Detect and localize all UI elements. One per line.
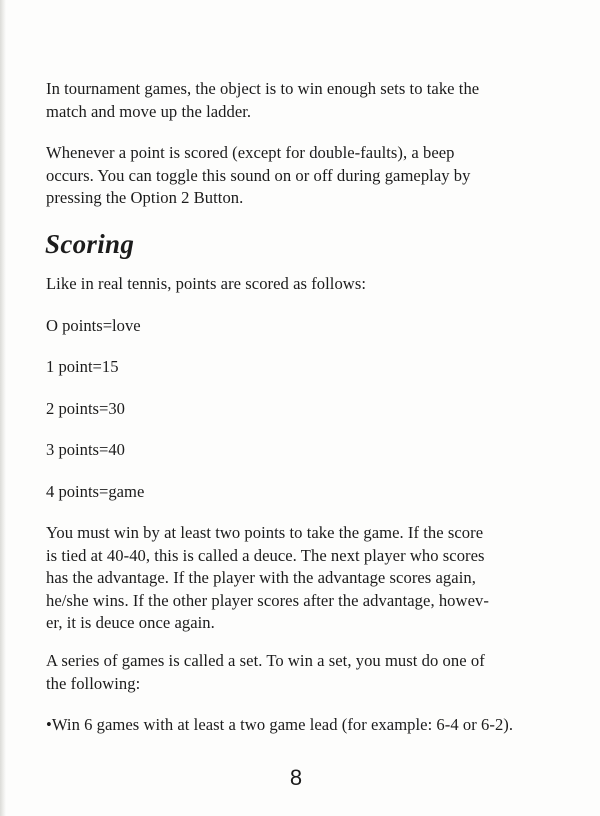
tournament-paragraph: In tournament games, the object is to win enough sets to take the match and move up the ladder. [46, 79, 480, 121]
scoring-intro-paragraph: Like in real tennis, points are scored as follows: [46, 274, 367, 293]
score-line: 1 point=15 [46, 357, 119, 376]
page-edge-shadow [0, 0, 6, 816]
page-number: 8 [289, 765, 303, 790]
beep-paragraph: Whenever a point is scored (except for double-faults), a beep occurs. You can toggle this sound on or off during gameplay by pressing the Option 2 Button. [46, 143, 471, 207]
score-line: O points=love [46, 316, 141, 335]
score-line: 2 points=30 [46, 399, 125, 418]
set-paragraph: A series of games is called a set. To win a set, you must do one of the following: [46, 651, 485, 693]
score-line: 3 points=40 [46, 440, 125, 459]
set-rule-bullet: •Win 6 games with at least a two game lead (for example: 6-4 or 6-2). [46, 715, 514, 734]
section-heading: Scoring [45, 229, 135, 259]
score-line: 4 points=game [46, 482, 145, 501]
deuce-paragraph: You must win by at least two points to take the game. If the score is tied at 40-40, this is called a deuce. The next player who scores has the advantage. If the player with the advantage scores again, he/she wins. If the other player scores after the advantage, howev- er, it is deuce once again. [46, 523, 489, 632]
